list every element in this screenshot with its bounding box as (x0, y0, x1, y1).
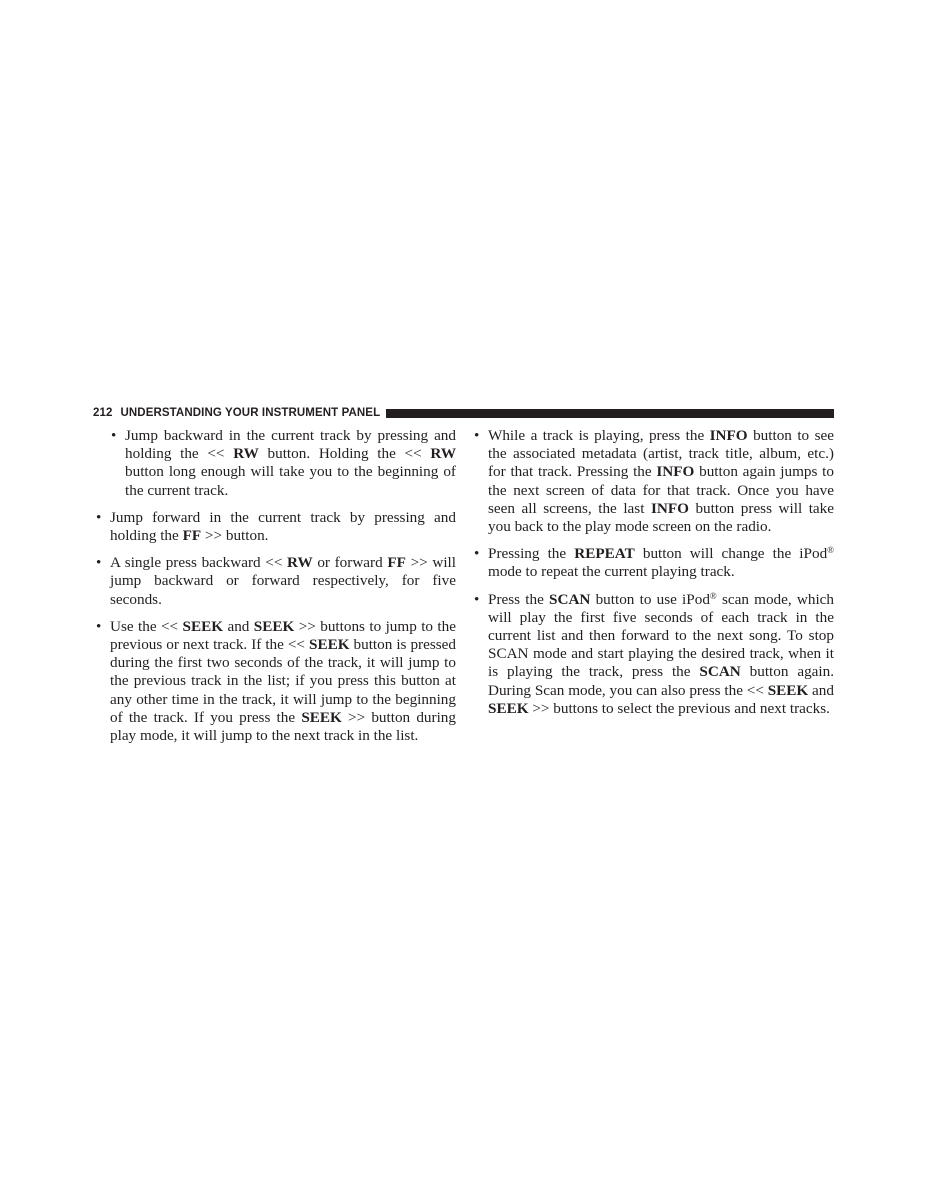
button-name: INFO (709, 427, 748, 444)
bullet-icon: • (474, 545, 480, 563)
button-name: SCAN (699, 663, 741, 681)
button-name: RW (233, 445, 259, 463)
body-text: and (223, 617, 254, 635)
button-name: FF (387, 554, 406, 572)
registered-mark: ® (827, 545, 835, 556)
bullet-icon: • (96, 508, 102, 526)
body-text: Jump backward in the current track by pressing and holding the << (125, 427, 456, 463)
section-title: UNDERSTANDING YOUR INSTRUMENT PANEL (120, 407, 381, 419)
bullet-icon: • (96, 554, 102, 572)
body-text: >> button. (201, 527, 269, 545)
bullet-icon: • (474, 590, 480, 608)
body-text: button will change the iPod (634, 545, 828, 563)
button-name: REPEAT (574, 545, 635, 563)
bullet-item (93, 554, 456, 609)
body-text: Press the (488, 590, 550, 608)
button-name: INFO (650, 499, 689, 517)
header-rule (386, 409, 834, 418)
body-text: button to see the associated metadata (artist, track title, album, etc.) for that track. Pressing the (488, 427, 834, 481)
page-number: 212 (93, 407, 113, 419)
page-header (93, 406, 834, 420)
button-name: SEEK (309, 636, 350, 654)
bullet-item (93, 427, 456, 500)
body-text: While a track is playing, press the (488, 427, 710, 444)
body-text: button is pressed during the first two seconds of the track, it will jump to the previous track in the list; if you press this button at any other time in the track, it will jump to the beginning of the track. If you press the (110, 636, 456, 726)
body-text: Use the << (110, 617, 183, 635)
body-text: button to use iPod (590, 590, 710, 608)
body-text: button press will take you back to the play mode screen on the radio. (488, 499, 834, 536)
body-text: button again jumps to the next screen of data for that track. Once you have seen all screens, the last (488, 463, 834, 517)
button-name: SEEK (182, 617, 224, 635)
body-text: scan mode, which will play the first five seconds of each track in the current list and then forward to the next song. To stop SCAN mode and start playing the desired track, when it is playing the track, press the (488, 590, 835, 681)
button-name: INFO (656, 463, 695, 481)
button-name: SEEK (767, 681, 809, 699)
bullet-icon: • (96, 617, 102, 635)
body-text: button long enough will take you to the beginning of the current track. (125, 463, 456, 499)
body-text: mode to repeat the current playing track. (488, 563, 735, 581)
button-name: FF (182, 527, 202, 545)
bullet-item (471, 545, 834, 581)
button-name: SCAN (549, 590, 591, 608)
body-text: >> buttons to jump to the previous or next track. If the << (110, 617, 456, 654)
bullet-item (93, 618, 456, 745)
button-name: RW (430, 445, 457, 463)
body-text: >> buttons to select the previous and next tracks. (528, 699, 830, 717)
body-text: and (808, 681, 834, 699)
bullet-item (471, 591, 834, 718)
body-text: A single press backward << (110, 554, 288, 572)
registered-mark: ® (709, 590, 717, 601)
body-text: >> button during play mode, it will jump to the next track in the list. (110, 708, 456, 745)
button-name: SEEK (253, 617, 295, 635)
body-text: or forward (312, 554, 388, 572)
bullet-icon: • (111, 427, 117, 444)
body-text: button again. During Scan mode, you can also press the << (488, 663, 835, 699)
bullet-item (471, 427, 834, 536)
body-text: Jump forward in the current track by pressing and holding the (110, 508, 456, 545)
button-name: RW (287, 554, 313, 572)
left-column (93, 427, 456, 754)
right-column (471, 427, 834, 727)
button-name: SEEK (488, 699, 529, 717)
button-name: SEEK (301, 708, 342, 726)
body-text: Pressing the (488, 545, 575, 563)
body-text: button. Holding the << (258, 445, 431, 463)
bullet-icon: • (474, 427, 480, 444)
body-text: >> will jump backward or forward respectively, for five seconds. (110, 554, 456, 608)
bullet-item (93, 509, 456, 545)
